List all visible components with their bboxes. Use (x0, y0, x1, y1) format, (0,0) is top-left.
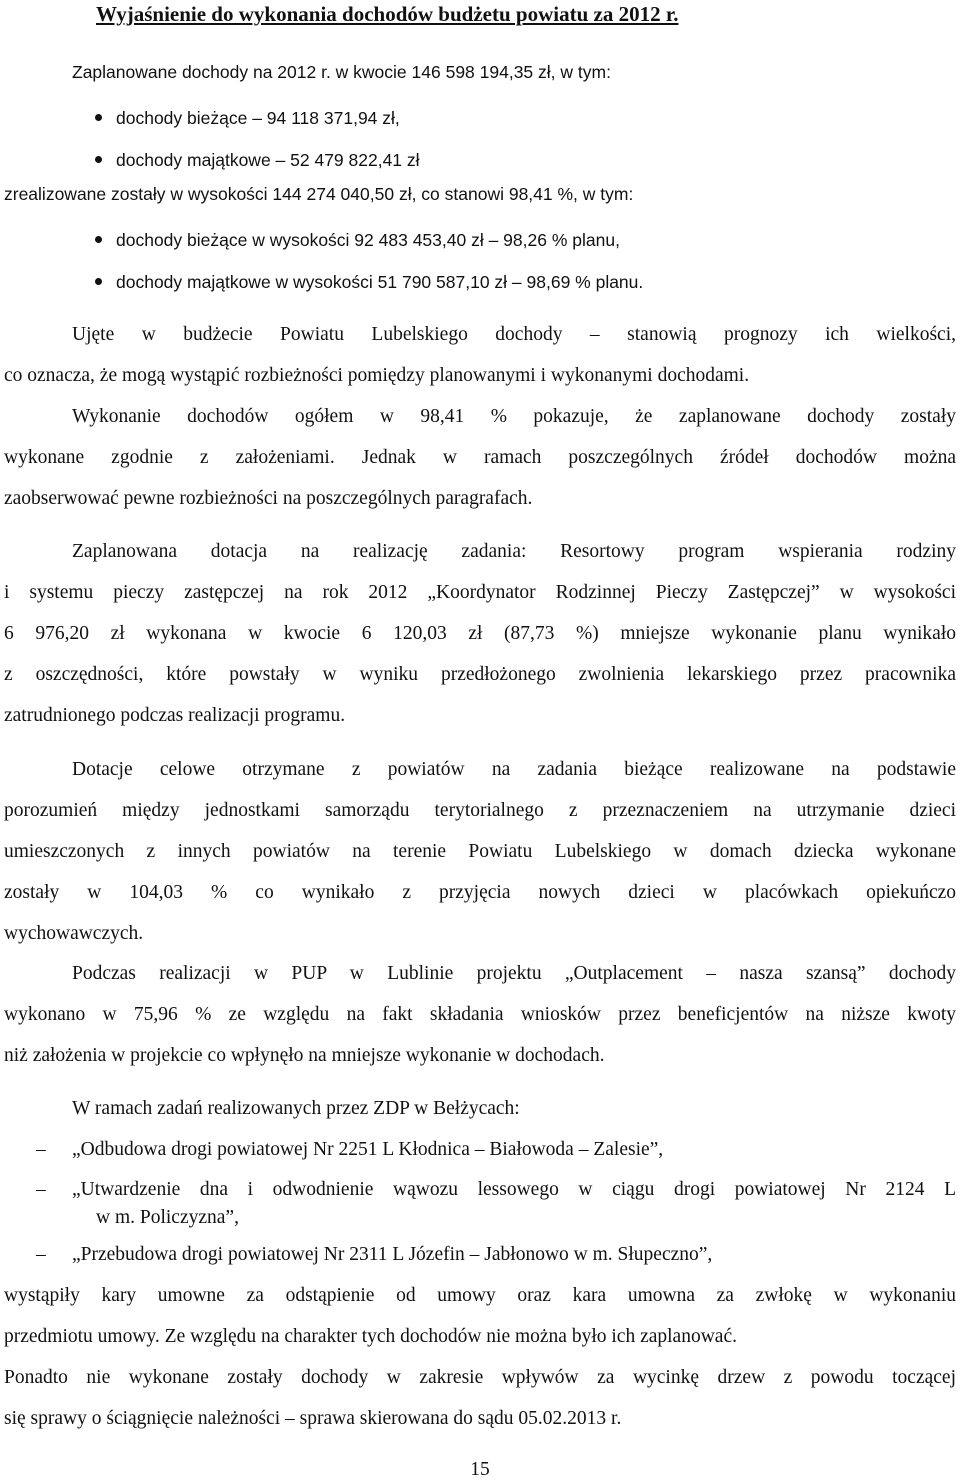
paragraph-3-line: Dotacje celowe otrzymane z powiatów na zadania bieżące realizowane na podstawie (72, 759, 956, 780)
planned-item-property: dochody majątkowe – 52 479 822,41 zł (116, 150, 420, 170)
paragraph-3-line: umieszczonych z innych powiatów na terenie Powiatu Lubelskiego w domach dziecka wykonane (4, 841, 956, 862)
realized-item-current: dochody bieżące w wysokości 92 483 453,40 zł – 98,26 % planu, (116, 230, 620, 250)
dash-icon: – (36, 1179, 46, 1200)
bullet-icon (95, 236, 102, 243)
paragraph-2-line: 6 976,20 zł wykonana w kwocie 6 120,03 zł (87,73 %) mniejsze wykonanie planu wynikało (4, 623, 956, 644)
paragraph-2-line: i systemu pieczy zastępczej na rok 2012 „Koordynator Rodzinnej Pieczy Zastępczej” w wysokości (4, 582, 956, 603)
zdp-item-3: „Przebudowa drogi powiatowej Nr 2311 L Józefin – Jabłonowo w m. Słupeczno”, (72, 1244, 713, 1265)
zdp-after-line: wystąpiły kary umowne za odstąpienie od umowy oraz kara umowna za zwłokę w wykonaniu (4, 1285, 956, 1306)
paragraph-2-line: zatrudnionego podczas realizacji programu. (4, 705, 346, 726)
paragraph-3-line: zostały w 104,03 % co wynikało z przyjęcia nowych dzieci w placówkach opiekuńczo (4, 882, 956, 903)
dash-icon: – (36, 1139, 46, 1160)
bullet-icon (95, 278, 102, 285)
zdp-item-1: „Odbudowa drogi powiatowej Nr 2251 L Kłodnica – Białowoda – Zalesie”, (72, 1139, 664, 1160)
zdp-intro: W ramach zadań realizowanych przez ZDP w Bełżycach: (72, 1098, 520, 1119)
zdp-item-2-cont: w m. Policzyzna”, (96, 1207, 239, 1228)
realized-item-property: dochody majątkowe w wysokości 51 790 587,10 zł – 98,69 % planu. (116, 272, 644, 292)
paragraph-4-line: Podczas realizacji w PUP w Lublinie projektu „Outplacement – nasza szansą” dochody (72, 963, 956, 984)
dash-icon: – (36, 1244, 46, 1265)
planned-item-current: dochody bieżące – 94 118 371,94 zł, (116, 108, 400, 128)
paragraph-5-line: się sprawy o ściągnięcie należności – sprawa skierowana do sądu 05.02.2013 r. (4, 1408, 622, 1429)
paragraph-1-line: Wykonanie dochodów ogółem w 98,41 % pokazuje, że zaplanowane dochody zostały (72, 406, 956, 427)
page-title: Wyjaśnienie do wykonania dochodów budżetu powiatu za 2012 r. (96, 2, 679, 26)
paragraph-5-line: Ponadto nie wykonane zostały dochody w zakresie wpływów za wycinkę drzew z powodu toczącej (4, 1367, 956, 1388)
zdp-item-2: „Utwardzenie dna i odwodnienie wąwozu lessowego w ciągu drogi powiatowej Nr 2124 L (72, 1179, 956, 1200)
paragraph-3-line: wychowawczych. (4, 923, 144, 944)
paragraph-1-line: Ujęte w budżecie Powiatu Lubelskiego dochody – stanowią prognozy ich wielkości, (72, 324, 956, 345)
zdp-after-line: przedmiotu umowy. Ze względu na charakter tych dochodów nie można było ich zaplanować. (4, 1326, 737, 1347)
paragraph-1-line: wykonane zgodnie z założeniami. Jednak w ramach poszczególnych źródeł dochodów można (4, 447, 956, 468)
paragraph-3-line: porozumień między jednostkami samorządu terytorialnego z przeznaczeniem na utrzymanie dzieci (4, 800, 956, 821)
paragraph-1-line: zaobserwować pewne rozbieżności na poszczególnych paragrafach. (4, 488, 533, 509)
paragraph-1-line: co oznacza, że mogą wystąpić rozbieżności pomiędzy planowanymi i wykonanymi dochodami. (4, 365, 750, 386)
planned-income-text: Zaplanowane dochody na 2012 r. w kwocie 146 598 194,35 zł, w tym: (72, 62, 611, 82)
bullet-icon (95, 156, 102, 163)
paragraph-2-line: z oszczędności, które powstały w wyniku przedłożonego zwolnienia lekarskiego przez pracownika (4, 664, 956, 685)
paragraph-2-line: Zaplanowana dotacja na realizację zadania: Resortowy program wspierania rodziny (72, 541, 956, 562)
bullet-icon (95, 114, 102, 121)
paragraph-4-line: niż założenia w projekcie co wpłynęło na mniejsze wykonanie w dochodach. (4, 1045, 605, 1066)
realized-income-text: zrealizowane zostały w wysokości 144 274 040,50 zł, co stanowi 98,41 %, w tym: (4, 184, 634, 204)
page-number: 15 (470, 1459, 490, 1480)
paragraph-4-line: wykonano w 75,96 % ze względu na fakt składania wniosków przez beneficjentów na niższe kwoty (4, 1004, 956, 1025)
